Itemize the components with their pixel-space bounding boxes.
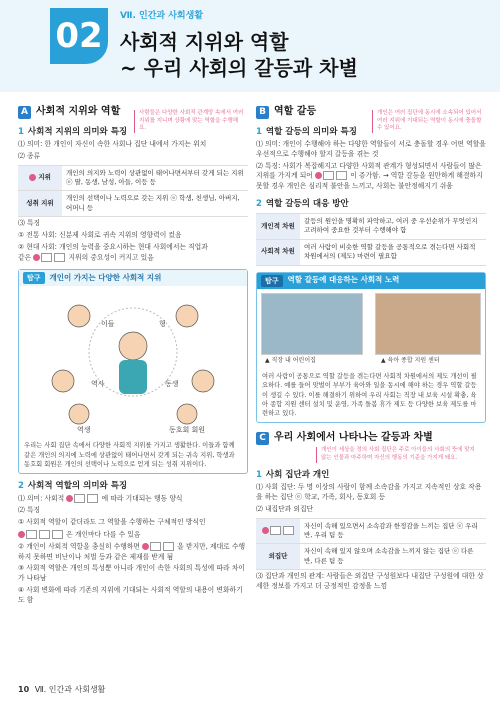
childcare-center-photo [375, 293, 481, 355]
explore-tag: 탐구 [23, 272, 45, 284]
explore-body: 우리는 사회 집단 속에서 다양한 사회적 지위를 가지고 생활한다. 이들과 함께 같은 개인의 의지에 노력에 상관없이 태어나면서 갖게 되는 귀속 지위, 학생과 동호회 회원은 개인의 선택이나 노력으로 얻게 되는 성취 지위이다. [24, 442, 235, 469]
section-a-badge: A [18, 106, 31, 119]
a1-feature-2: ② 현대 사회: 개인의 능력을 중요시하는 현대 사회에서는 직업과 같은 지위의 중요성이 커지고 있음 [18, 242, 208, 262]
svg-text:형: 형 [159, 320, 166, 329]
section-a-title: 사회적 지위와 역할 [36, 106, 121, 117]
svg-text:역사: 역사 [91, 380, 105, 389]
a2-heading: 2 사회적 역할의 의미와 특징 [18, 480, 128, 491]
svg-text:동생: 동생 [165, 380, 179, 389]
page-title-line2: ~ 우리 사회의 갈등과 차별 [120, 56, 358, 80]
a1-feature-1: ① 전통 사회: 신분제 사회로 귀속 지위의 영향력이 컸음 [18, 231, 182, 240]
in-out-group-table [256, 518, 486, 571]
table-row: 성취 지위 개인의 선택이나 노력으로 갖는 지위 ⓔ 학생, 친생님, 아버지, 어머니 등 [18, 191, 248, 217]
table-row: 자신이 속해 있으면서 소속감과 한정감을 느끼는 집단 ⓔ 우리 반, 우리 팀 등 [256, 518, 486, 544]
left-column: A 사회적 지위와 역할 1 사회적 지위의 의미와 특징 ⑴ 의미: 한 개인이 자신이 속한 사회나 집단 내에서 가지는 위치 ⑵ 종류 지위 개인의 의지와 노력이 상관없이 태어나면서부터 갖게 되는 지위 ⓔ 딸, 동생, 남성, 아들, 이등 등 성취 지위 개인의 선택이나 노력으로 갖는 지위 ⓔ 학생, 친생님, 아버지, 어머니 등 ⑶ 특징 ① 전통 사회: 신분제 사회로 귀속 지위의 영향력이 컸음 ② 현대 사회: 개인의 능력을 중요시하는 현대 사회에서는 직업과 같은 지위의 중요성이 커지고 있음 탐구 개인이 가지는 다양한 사회적 지위 이들 형 역사 동생 역생 동호회 회원 우리는 사회 집단 속에서 다양한 사회적 지위를 가지고 생활한다. 이들과 함께 같은 개인의 의지에 노력에 상관없이 태어나면서 갖게 되는 귀속 지위, 학생과 동호회 회원은 개인의 선택이나 노력으로 얻게 되는 성취 지위이다. 2 사회적 역할의 의미와 특징 ⑴ 의미: 사회적 에 따라 기대되는 행동 양식 ⑵ 특징 ① 사회적 역할이 같더라도 그 역할을 수행하는 구체적인 방식인 은 개인마다 다를 수 있음 ② 개인이 사회적 역할을 충실히 수행하면 을 받지만, 제대로 수행하지 못하면 비난이나 처벌 등과 같은 제재를 받게 됨 ③ 사회적 역할은 개인의 특성뿐 아니라 개인이 속한 사회의 특성에 따라 차이가 나타남 ④ 사회 변화에 따라 기존의 지위에 기대되는 사회적 역할의 내용이 변화하기도 함 [18, 105, 248, 606]
table-row: 외집단 자신이 속해 있지 않으며 소속감을 느끼지 않는 집단 ⓔ 다른 반, 다른 팀 등 [256, 544, 486, 570]
footer: 10 Ⅶ. 인간과 사회생활 [18, 685, 106, 694]
table-row: 개인적 차원 갈등의 원인을 명확히 파악하고, 여러 중 우선순위가 무엇인지 고려하여 중요한 것부터 수행해야 함 [256, 213, 486, 239]
explore-box-b: 탐구 역할 갈등에 대응하는 사회적 노력 ▲ 직장 내 어린이집 ▲ 육아 종합 지원 센터 여러 사람이 공통으로 역할 갈등을 겪는다면 사회적 차원에서의 제도 개선이 필요하다. 예를 들어 맞벌이 부부가 육아와 일을 동시에 해야 하는 경우 역할 갈등이 생길 수 있다. 이를 해결하기 위하여 우리 사회는 직장 내 보육 시설 확충, 육아 종합 지원 센터 설치 및 운영, 가족 돌봄 휴가 제도 등 다양한 보육 제도를 마련하고 있다. [256, 272, 486, 423]
status-kinds-table [18, 165, 248, 218]
table-row: 사회적 차원 여러 사람이 비슷한 역할 갈등을 공통적으로 겪는다면 사회적 차원에서의 (제도) 마련이 필요함 [256, 239, 486, 265]
section-b-note: 개인은 여러 집단에 동시에 소속되어 있어서 여러 지위에 기대되는 역할이 동시에 충돌할 수 있어요. [372, 110, 484, 133]
section-b-heading: B 역할 갈등 [256, 105, 486, 120]
page-title-line1: 사회적 지위와 역할 [120, 30, 289, 54]
family-illustration [19, 286, 247, 438]
chapter-label: Ⅶ. 인간과 사회생활 [120, 11, 204, 21]
explore-title: 개인이 가지는 다양한 사회적 지위 [49, 272, 162, 282]
blank-marker-icon [29, 174, 36, 181]
svg-text:동호회 회원: 동호회 회원 [169, 426, 206, 435]
a1-meaning: ⑴ 의미: 한 개인이 자신이 속한 사회나 집단 내에서 가지는 위치 [18, 139, 207, 148]
section-c-heading: C 우리 사회에서 나타나는 갈등과 차별 [256, 431, 486, 446]
lesson-number: 02 [50, 8, 108, 64]
daycare-photo [261, 293, 363, 355]
a1-heading: 1 사회적 지위의 의미와 특징 [18, 126, 128, 137]
a1-feature-label: ⑶ 특징 [18, 219, 41, 228]
a1-kinds-label: ⑵ 종류 [18, 151, 41, 160]
response-table [256, 213, 486, 266]
svg-text:역생: 역생 [77, 426, 91, 435]
explore-box-a [18, 269, 248, 473]
section-a-note: 사람들은 다양한 사회적 관계망 속에서 여러 지위를 지니며 상황에 맞는 역할을 수행해요. [134, 110, 244, 133]
svg-text:이들: 이들 [101, 320, 115, 329]
right-column: B 역할 갈등 1 역할 갈등의 의미와 특징 ⑴ 의미: 개인이 수행해야 하는 다양한 역할들이 서로 충돌할 경우 어떤 역할을 우선적으로 수행해야 할지 갈등을 겪는 것 ⑵ 특징: 사회가 복잡해지고 다양한 사회적 관계가 형성되면서 사람들이 많은 지위를 가지게 되어 이 증가함. → 역할 갈등을 원만하게 해결하지 못할 경우 개인은 심리적 불안을 느끼고, 사회는 불안정해지기 쉬움 2 역할 갈등의 대응 방안 개인적 차원 갈등의 원인을 명확히 파악하고, 여러 중 우선순위가 무엇인지 고려하여 중요한 것부터 수행해야 함 사회적 차원 여러 사람이 비슷한 역할 갈등을 공통적으로 겪는다면 사회적 차원에서의 (제도) 마련이 필요함 탐구 역할 갈등에 대응하는 사회적 노력 ▲ 직장 내 어린이집 ▲ 육아 종합 지원 센터 여러 사람이 공통으로 역할 갈등을 겪는다면 사회적 차원에서의 제도 개선이 필요하다. 예를 들어 맞벌이 부부가 육아와 일을 동시에 해야 하는 경우 역할 갈등이 생길 수 있다. 이를 해결하기 위하여 우리 사회는 직장 내 보육 시설 확충, 육아 종합 지원 센터 설치 및 운영, 가족 돌봄 휴가 제도 등 다양한 보육 제도를 마련하고 있다. C 우리 사회에서 나타나는 갈등과 차별 개인이 세상을 정의 사회 집단은 주로 아이들의 사회의 뜻에 맞지 않는 인물과 마주하며 자신의 행동의 기준을 가지게 돼요. 1 사회 집단과 개인 ⑴ 사회 집단: 두 명 이상의 사람이 함께 소속감을 가지고 지속적인 상호 작용을 하는 집단 ⓔ 학교, 가족, 회사, 동호회 등 ⑵ 내집단과 외집단 자신이 속해 있으면서 소속감과 한정감을 느끼는 집단 ⓔ 우리 반, 우리 팀 등 외집단 자신이 속해 있지 않으며 소속감을 느끼지 않는 집단 ⓔ 다른 반, 다른 팀 등 ⑶ 집단과 개인의 관계: 사람들은 외집단 구성원보다 내집단 구성원에 대한 상세한 정보를 가지고 더 긍정적인 감정을 느낌 [256, 106, 486, 591]
table-row: 지위 개인의 의지와 노력이 상관없이 태어나면서부터 갖게 되는 지위 ⓔ 딸, 동생, 남성, 아들, 이등 등 [18, 165, 248, 191]
